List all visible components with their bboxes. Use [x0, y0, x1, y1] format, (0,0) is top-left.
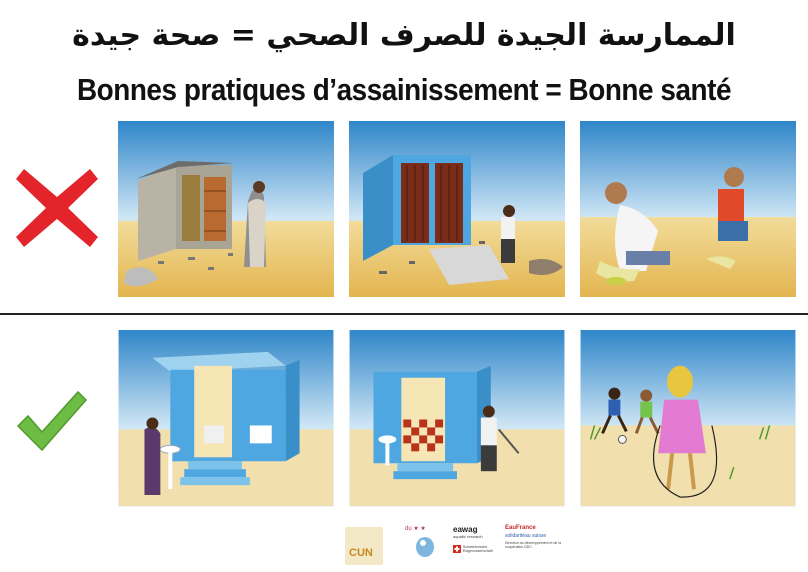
- cunlogo-sub-text: du ★ ★: [405, 526, 426, 532]
- cun-logo-text: CUN: [349, 547, 373, 559]
- eau-france-logo: [505, 525, 575, 565]
- solidarit-eau-text: solidaritéau suisse: [505, 533, 547, 539]
- check-mark-icon: [16, 388, 88, 454]
- bird-icon: [413, 533, 437, 559]
- illustration-clean-latrine-handwashing: [118, 330, 334, 507]
- x-mark-icon: [14, 165, 100, 251]
- eau-france-text: EauFrance: [505, 525, 536, 531]
- swiss-flag-icon: [453, 545, 461, 553]
- sdc-text: Direction du développement et de la coopération DDC: [505, 541, 562, 549]
- title-french: Bonnes pratiques d’assainissement = Bonne santé: [76, 72, 732, 107]
- title-arabic: الممارسة الجيدة للصرف الصحي = صحة جيدة: [72, 18, 736, 53]
- illustration-dirty-latrine: [349, 121, 565, 297]
- cunlogo-sub-logo: [405, 525, 445, 565]
- swiss-confederation-text: Schweizerische Eidgenossenschaft: [463, 545, 493, 553]
- illustration-children-playing: [580, 330, 796, 507]
- row-divider: [0, 313, 808, 315]
- eawag-logo: [453, 525, 497, 565]
- eawag-logo-sub: aquatic research: [453, 534, 483, 539]
- partner-logos: [345, 525, 575, 567]
- illustration-open-defecation: [580, 121, 796, 297]
- eawag-logo-text: eawag: [453, 525, 478, 534]
- cun-logo: [345, 527, 383, 565]
- illustration-broken-latrine: [118, 121, 334, 297]
- illustration-cleaning-latrine: [349, 330, 565, 507]
